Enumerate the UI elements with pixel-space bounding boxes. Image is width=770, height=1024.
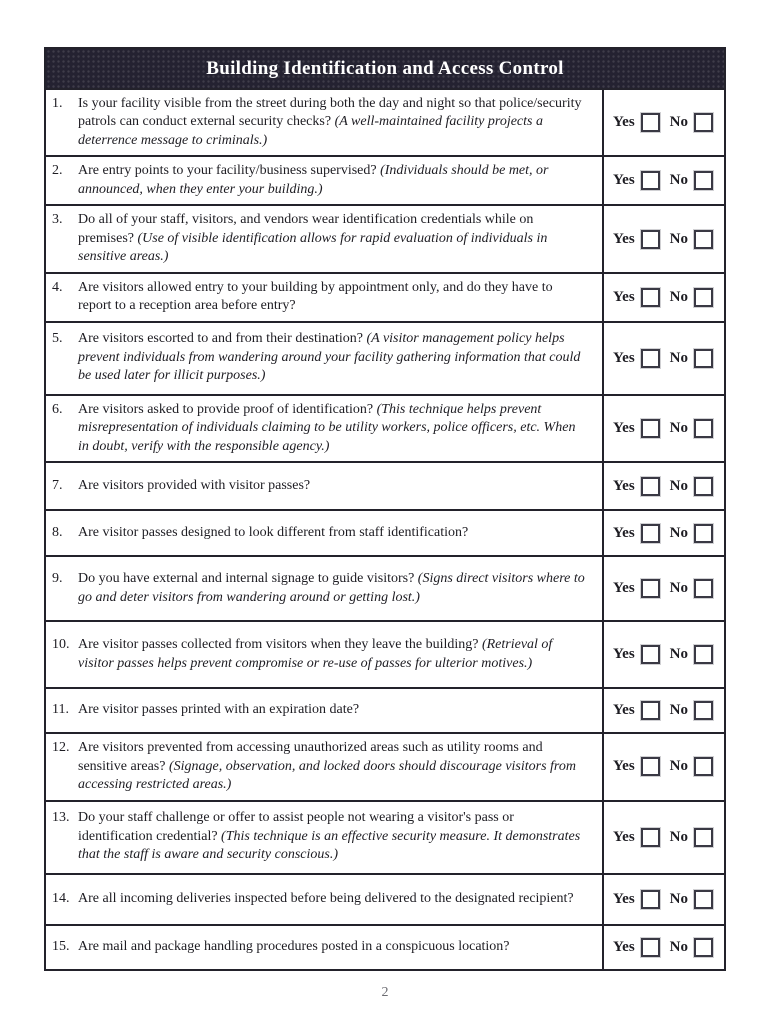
question-text: Are visitor passes printed with an expiration date? bbox=[78, 702, 360, 718]
yes-label: Yes bbox=[613, 646, 635, 663]
question-text-block bbox=[78, 570, 588, 607]
question-number: 6. bbox=[52, 401, 63, 417]
no-checkbox[interactable] bbox=[694, 477, 713, 496]
question-text: Is your facility visible from the street during both the day and night so that police/security patrols can conduct external security checks? bbox=[78, 96, 582, 130]
question-row bbox=[46, 687, 724, 732]
question-hint: (Use of visible identification allows for rapid evaluation of individuals in sensitive areas.) bbox=[78, 230, 548, 265]
question-text-block bbox=[78, 211, 588, 266]
question-row bbox=[46, 732, 724, 799]
yes-checkbox[interactable] bbox=[641, 579, 660, 598]
question-row bbox=[46, 620, 724, 687]
question-cell bbox=[46, 802, 602, 873]
question-number: 7. bbox=[52, 477, 63, 493]
question-text: Are visitors provided with visitor passes? bbox=[78, 477, 311, 493]
no-checkbox[interactable] bbox=[694, 828, 713, 847]
question-text-block bbox=[78, 162, 588, 199]
answer-cell bbox=[602, 90, 724, 155]
question-number: 8. bbox=[52, 524, 63, 540]
question-number: 1. bbox=[52, 96, 63, 111]
no-label: No bbox=[669, 758, 689, 775]
question-text: Are all incoming deliveries inspected before being delivered to the designated recipient? bbox=[78, 890, 574, 906]
question-row bbox=[46, 204, 724, 271]
question-text-block bbox=[78, 477, 588, 495]
question-text: Are visitors allowed entry to your building by appointment only, and do they have to report to a reception area before entry? bbox=[78, 279, 553, 314]
question-text-block bbox=[78, 636, 588, 673]
yes-checkbox[interactable] bbox=[641, 230, 660, 249]
answer-cell bbox=[602, 802, 724, 873]
no-label: No bbox=[669, 477, 689, 494]
yes-checkbox[interactable] bbox=[641, 645, 660, 664]
question-hint: (A visitor management policy helps prevent individuals from wandering around your facility gathering information that could be used later for illicit purposes.) bbox=[78, 331, 581, 384]
no-checkbox[interactable] bbox=[694, 890, 713, 909]
answer-cell bbox=[602, 157, 724, 204]
no-label: No bbox=[669, 524, 689, 541]
yes-checkbox[interactable] bbox=[641, 938, 660, 957]
question-cell bbox=[46, 875, 602, 924]
question-cell bbox=[46, 689, 602, 732]
question-row bbox=[46, 394, 724, 461]
question-number: 3. bbox=[52, 212, 63, 228]
answer-cell bbox=[602, 734, 724, 799]
no-label: No bbox=[669, 172, 689, 189]
question-text: Are visitor passes designed to look different from staff identification? bbox=[78, 524, 469, 540]
yes-label: Yes bbox=[613, 580, 635, 597]
no-label: No bbox=[669, 702, 689, 719]
yes-label: Yes bbox=[613, 524, 635, 541]
question-text: Are visitors prevented from accessing unauthorized areas such as utility rooms and sensitive areas? bbox=[78, 740, 543, 774]
yes-label: Yes bbox=[613, 938, 635, 955]
no-checkbox[interactable] bbox=[694, 701, 713, 720]
question-number: 13. bbox=[52, 810, 70, 826]
yes-label: Yes bbox=[613, 477, 635, 494]
no-label: No bbox=[669, 938, 689, 955]
checklist-table bbox=[44, 47, 726, 971]
answer-cell bbox=[602, 689, 724, 732]
question-cell bbox=[46, 511, 602, 555]
yes-label: Yes bbox=[613, 172, 635, 189]
no-checkbox[interactable] bbox=[694, 419, 713, 438]
answer-cell bbox=[602, 511, 724, 555]
question-text-block bbox=[78, 330, 588, 385]
question-number: 10. bbox=[52, 637, 70, 653]
question-text-block bbox=[78, 524, 588, 542]
yes-label: Yes bbox=[613, 758, 635, 775]
no-checkbox[interactable] bbox=[694, 288, 713, 307]
question-text-block bbox=[78, 279, 588, 316]
answer-cell bbox=[602, 463, 724, 509]
question-number: 14. bbox=[52, 890, 70, 906]
question-text-block bbox=[78, 401, 588, 456]
yes-label: Yes bbox=[613, 230, 635, 247]
yes-checkbox[interactable] bbox=[641, 701, 660, 720]
no-checkbox[interactable] bbox=[694, 349, 713, 368]
no-label: No bbox=[669, 646, 689, 663]
answer-cell bbox=[602, 926, 724, 969]
table-title: Building Identification and Access Control bbox=[46, 49, 724, 90]
answer-cell bbox=[602, 396, 724, 461]
no-label: No bbox=[669, 114, 689, 131]
question-cell bbox=[46, 463, 602, 509]
question-row bbox=[46, 272, 724, 321]
yes-label: Yes bbox=[613, 828, 635, 845]
question-row bbox=[46, 509, 724, 555]
question-row bbox=[46, 155, 724, 204]
question-hint: (This technique helps prevent misrepresentation of individuals claiming to be utility workers, police officers, etc. When in doubt, verify with the responsible agency.) bbox=[78, 401, 576, 454]
yes-label: Yes bbox=[613, 288, 635, 305]
question-row bbox=[46, 555, 724, 620]
question-hint: (Individuals should be met, or announced, when they enter your building.) bbox=[78, 163, 549, 197]
question-text-block bbox=[78, 95, 588, 150]
no-checkbox[interactable] bbox=[694, 171, 713, 190]
no-label: No bbox=[669, 580, 689, 597]
no-label: No bbox=[669, 890, 689, 907]
no-checkbox[interactable] bbox=[694, 938, 713, 957]
question-number: 4. bbox=[52, 279, 63, 295]
question-rows bbox=[46, 90, 724, 969]
question-text-block bbox=[78, 701, 588, 719]
no-label: No bbox=[669, 828, 689, 845]
yes-label: Yes bbox=[613, 419, 635, 436]
question-row bbox=[46, 800, 724, 873]
question-text-block bbox=[78, 938, 588, 956]
question-number: 2. bbox=[52, 163, 63, 179]
yes-checkbox[interactable] bbox=[641, 757, 660, 776]
question-text: Do all of your staff, visitors, and vendors wear identification credentials while on premises? bbox=[78, 212, 534, 246]
question-hint: (Signs direct visitors where to go and deter visitors from wandering around or getting lost.) bbox=[78, 571, 585, 605]
answer-cell bbox=[602, 557, 724, 620]
question-hint: (Retrieval of visitor passes helps prevent compromise or re-use of passes for ulterior motives.) bbox=[78, 637, 553, 671]
question-number: 11. bbox=[52, 702, 69, 718]
yes-checkbox[interactable] bbox=[641, 288, 660, 307]
question-number: 9. bbox=[52, 571, 63, 587]
answer-cell bbox=[602, 875, 724, 924]
yes-label: Yes bbox=[613, 114, 635, 131]
page-number: 2 bbox=[381, 985, 389, 1000]
no-label: No bbox=[669, 349, 689, 366]
question-row bbox=[46, 461, 724, 509]
question-number: 15. bbox=[52, 938, 70, 954]
question-text: Are visitors escorted to and from their destination? bbox=[78, 331, 363, 347]
answer-cell bbox=[602, 323, 724, 394]
question-cell bbox=[46, 206, 602, 271]
no-checkbox[interactable] bbox=[694, 113, 713, 132]
question-text: Are entry points to your facility/business supervised? bbox=[78, 163, 377, 179]
yes-checkbox[interactable] bbox=[641, 419, 660, 438]
yes-checkbox[interactable] bbox=[641, 349, 660, 368]
no-label: No bbox=[669, 288, 689, 305]
no-checkbox[interactable] bbox=[694, 579, 713, 598]
yes-label: Yes bbox=[613, 349, 635, 366]
no-label: No bbox=[669, 230, 689, 247]
question-text: Do your staff challenge or offer to assist people not wearing a visitor's pass or identification credential? bbox=[78, 810, 514, 844]
yes-checkbox[interactable] bbox=[641, 477, 660, 496]
question-text: Are mail and package handling procedures posted in a conspicuous location? bbox=[78, 938, 510, 954]
question-cell bbox=[46, 274, 602, 321]
question-cell bbox=[46, 734, 602, 799]
question-cell bbox=[46, 622, 602, 687]
answer-cell bbox=[602, 206, 724, 271]
question-text: Are visitor passes collected from visitors when they leave the building? bbox=[78, 637, 479, 653]
yes-label: Yes bbox=[613, 702, 635, 719]
question-hint: (A well-maintained facility projects a deterrence message to criminals.) bbox=[78, 114, 543, 148]
question-cell bbox=[46, 396, 602, 461]
answer-cell bbox=[602, 622, 724, 687]
question-hint: (This technique is an effective security measure. It demonstrates that the staff is aware and security conscious.) bbox=[78, 828, 581, 863]
yes-label: Yes bbox=[613, 890, 635, 907]
no-checkbox[interactable] bbox=[694, 524, 713, 543]
question-cell bbox=[46, 323, 602, 394]
question-hint: (Signage, observation, and locked doors should discourage visitors from accessing restricted areas.) bbox=[78, 758, 576, 793]
no-checkbox[interactable] bbox=[694, 757, 713, 776]
question-cell bbox=[46, 557, 602, 620]
yes-checkbox[interactable] bbox=[641, 524, 660, 543]
yes-checkbox[interactable] bbox=[641, 113, 660, 132]
question-cell bbox=[46, 157, 602, 204]
answer-cell bbox=[602, 274, 724, 321]
question-text-block bbox=[78, 890, 588, 908]
question-row bbox=[46, 321, 724, 394]
question-row bbox=[46, 873, 724, 924]
question-text-block bbox=[78, 809, 588, 864]
question-row bbox=[46, 924, 724, 969]
question-row bbox=[46, 90, 724, 155]
question-text: Do you have external and internal signage to guide visitors? bbox=[78, 571, 415, 587]
no-checkbox[interactable] bbox=[694, 230, 713, 249]
question-text-block bbox=[78, 739, 588, 794]
question-number: 5. bbox=[52, 331, 63, 347]
question-text: Are visitors asked to provide proof of identification? bbox=[78, 401, 374, 417]
no-label: No bbox=[669, 419, 689, 436]
no-checkbox[interactable] bbox=[694, 645, 713, 664]
yes-checkbox[interactable] bbox=[641, 171, 660, 190]
yes-checkbox[interactable] bbox=[641, 890, 660, 909]
question-cell bbox=[46, 926, 602, 969]
yes-checkbox[interactable] bbox=[641, 828, 660, 847]
question-number: 12. bbox=[52, 740, 70, 756]
question-cell bbox=[46, 90, 602, 155]
